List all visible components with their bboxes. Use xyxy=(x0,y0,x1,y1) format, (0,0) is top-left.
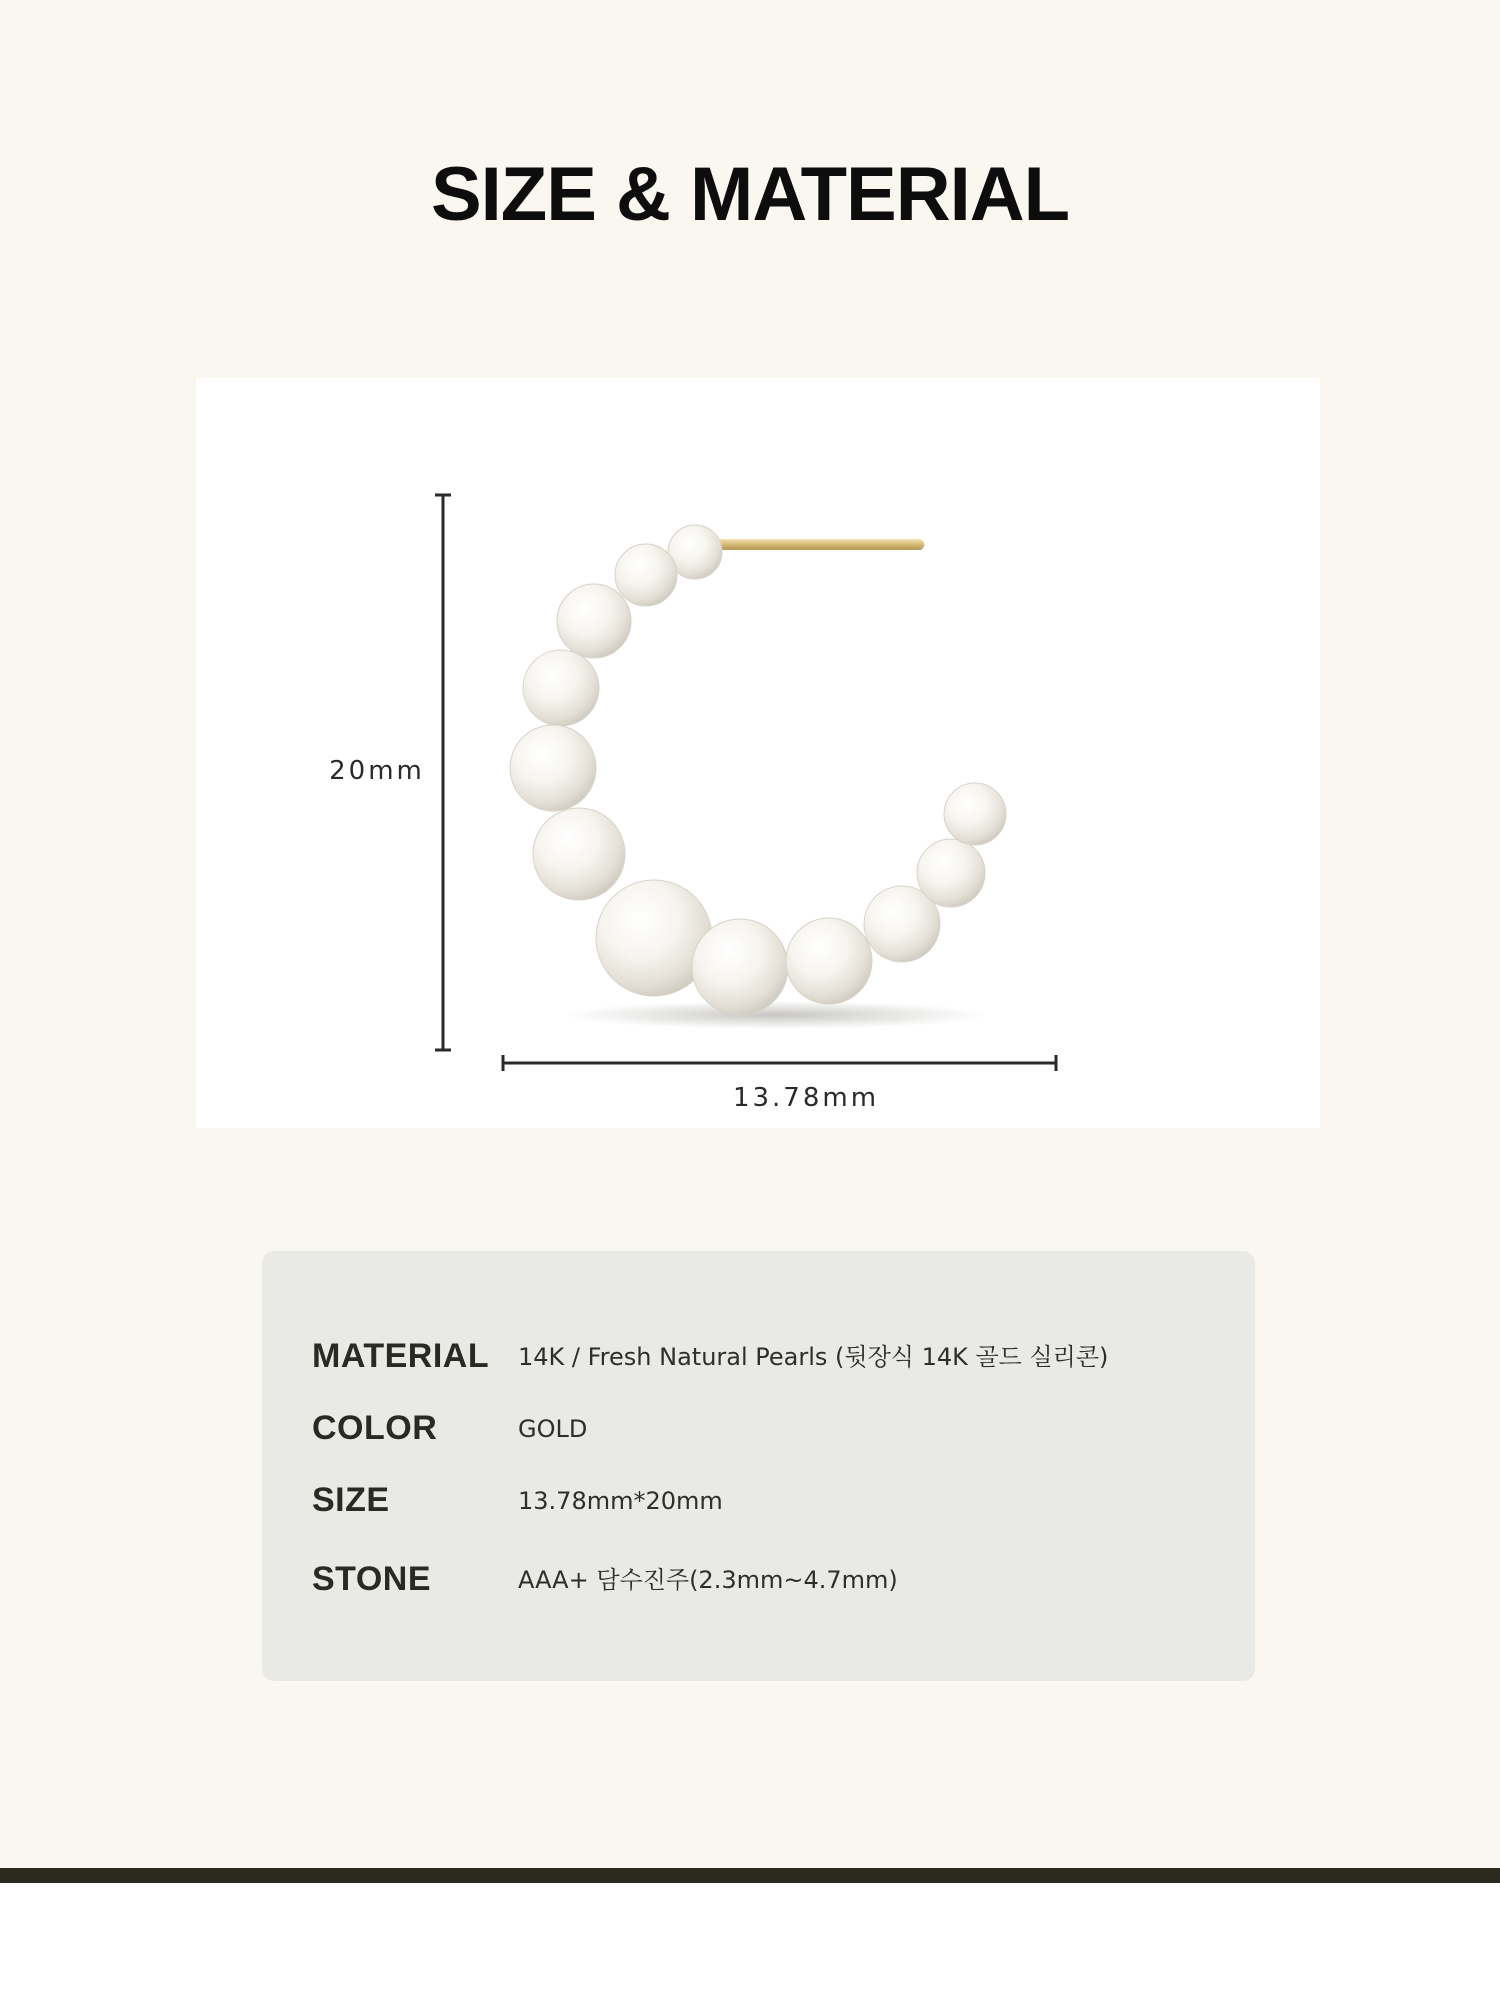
width-dimension-label: 13.78mm xyxy=(732,1083,880,1113)
gold-post xyxy=(716,539,925,550)
spec-table xyxy=(262,1251,1255,1681)
pearl xyxy=(786,918,872,1004)
product-image-panel xyxy=(196,378,1320,1128)
spec-key: MATERIAL xyxy=(312,1337,490,1375)
pearl xyxy=(533,808,625,900)
pearl xyxy=(557,584,631,658)
spec-value: GOLD xyxy=(518,1415,588,1443)
height-dimension-label: 20mm xyxy=(329,756,425,786)
page-title: SIZE & MATERIAL xyxy=(430,152,1069,237)
earring-shadow xyxy=(566,1001,986,1029)
spec-row-color xyxy=(312,1403,1215,1453)
pearls xyxy=(510,525,1006,1015)
spec-value: 14K / Fresh Natural Pearls (뒷장식 14K 골드 실리콘) xyxy=(518,1343,1109,1371)
spec-value: AAA+ 담수진주(2.3mm~4.7mm) xyxy=(518,1566,898,1594)
footer-divider-bar xyxy=(0,1868,1500,1883)
pearl xyxy=(523,650,599,726)
spec-row-size xyxy=(312,1475,1215,1525)
pearl xyxy=(692,919,788,1015)
pearl xyxy=(615,544,677,606)
spec-key: STONE xyxy=(312,1560,432,1598)
width-dimension-line xyxy=(503,1055,1056,1071)
spec-row-stone xyxy=(312,1554,1215,1604)
pearl xyxy=(510,725,596,811)
spec-key: SIZE xyxy=(312,1481,390,1519)
footer-area xyxy=(0,1883,1500,2000)
pearl xyxy=(944,783,1006,845)
pearl xyxy=(917,839,985,907)
pearl-hoop-earring-illustration xyxy=(196,378,1320,1128)
spec-value: 13.78mm*20mm xyxy=(518,1487,723,1515)
spec-row-material xyxy=(312,1331,1215,1381)
spec-key: COLOR xyxy=(312,1409,438,1447)
